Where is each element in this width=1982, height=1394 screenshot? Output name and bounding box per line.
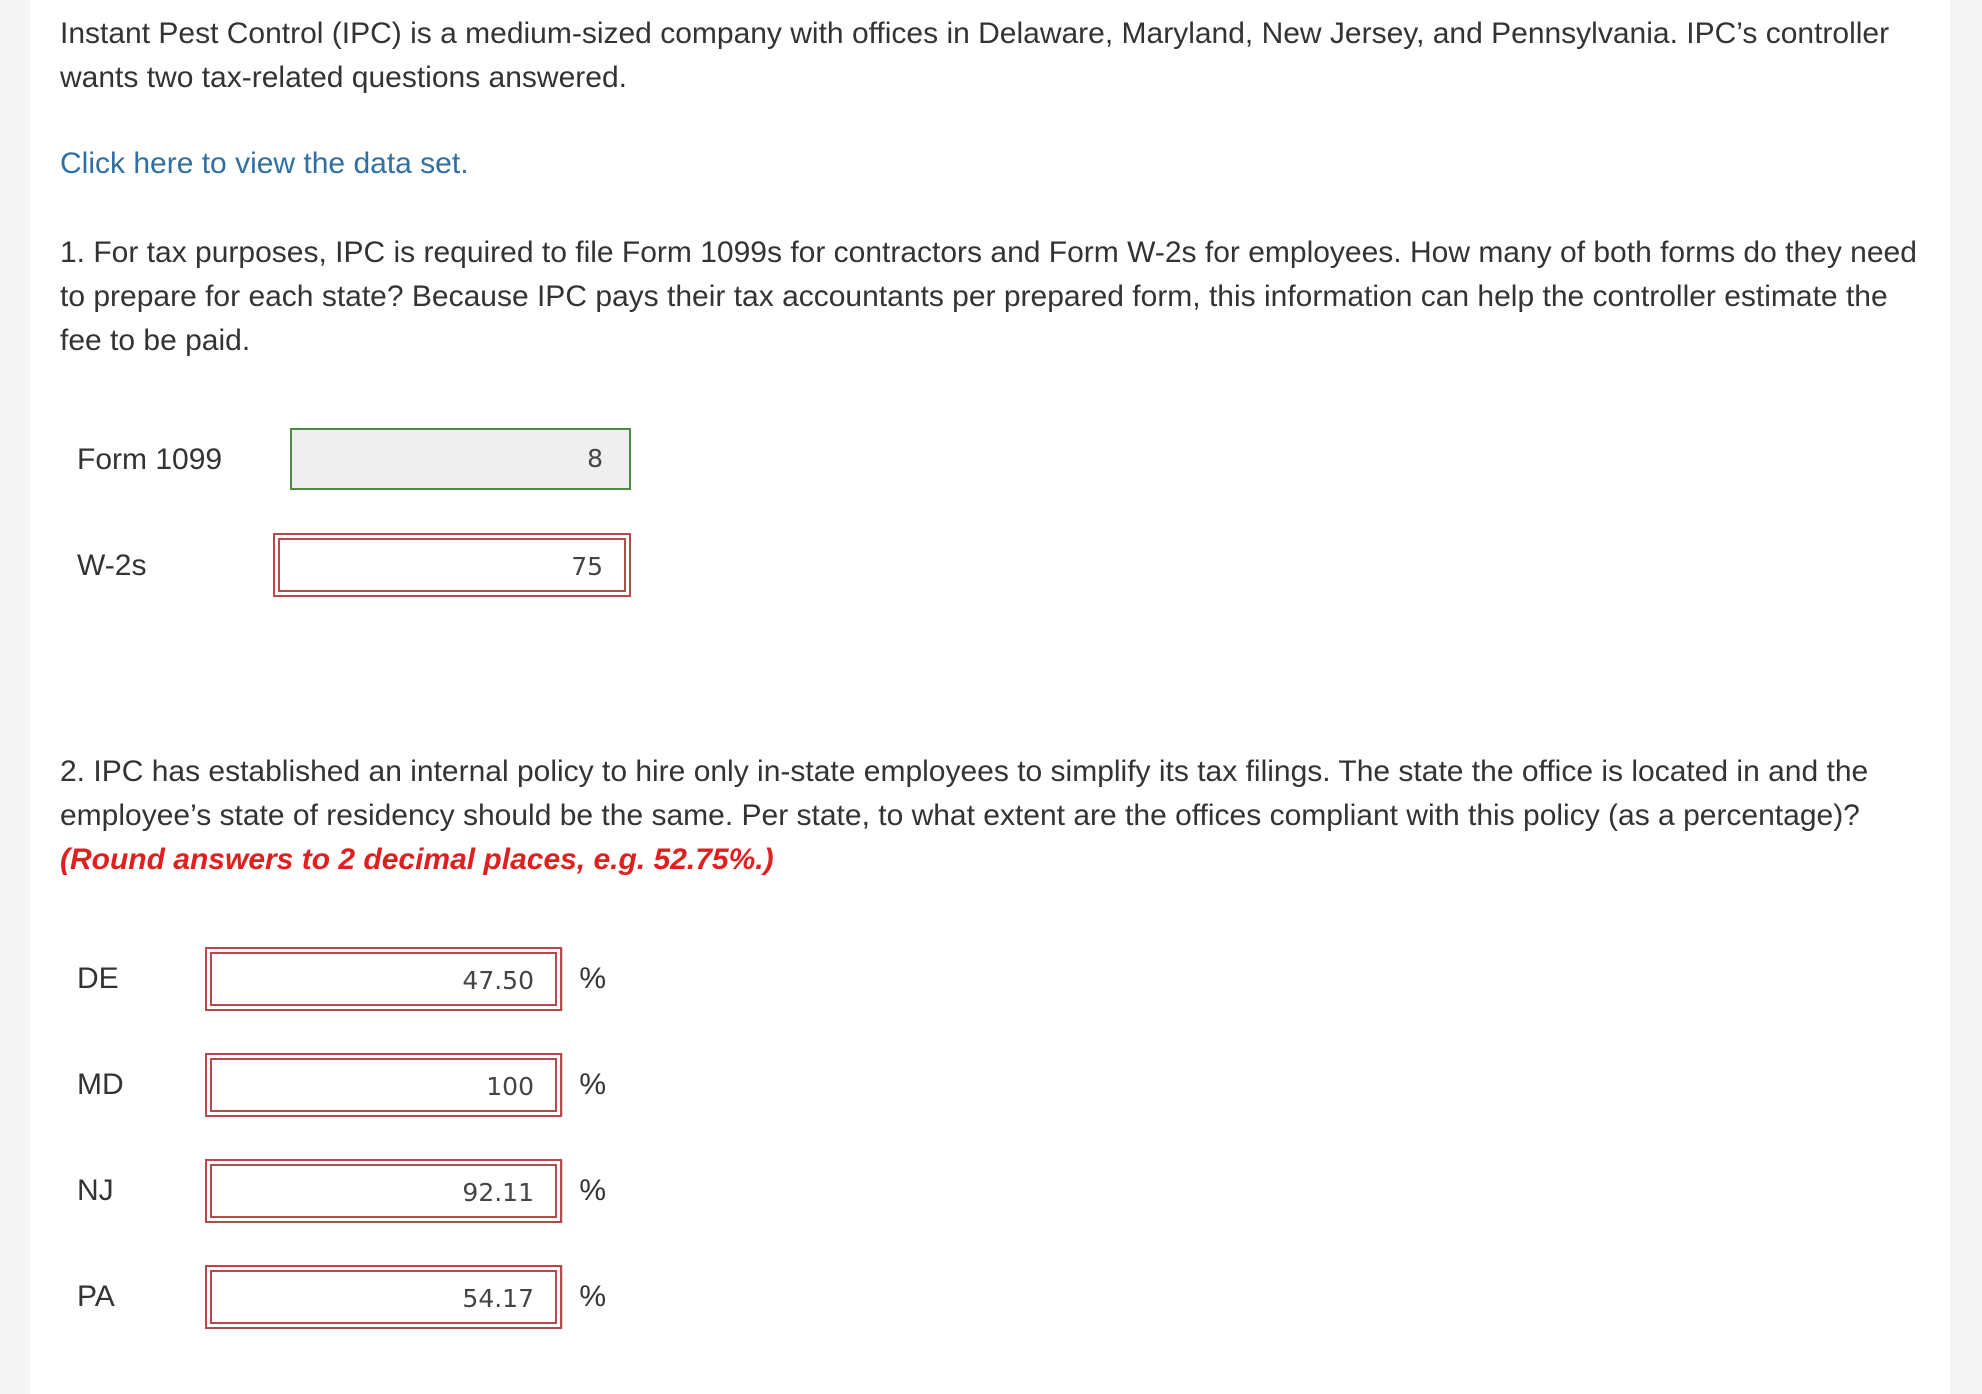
de-label: DE [77,962,119,995]
de-percent-unit: % [562,947,606,1011]
nj-percent-unit: % [562,1159,606,1223]
w2s-input[interactable] [273,533,631,597]
md-value: 100 [486,1072,534,1101]
nj-value: 92.11 [462,1178,534,1207]
form-1099-label: Form 1099 [77,443,223,476]
dataset-link-paragraph [60,142,1930,186]
question-2-text [60,750,1930,882]
md-label: MD [77,1068,124,1101]
rounding-hint: (Round answers to 2 decimal places, e.g. 52.75%.) [60,843,774,876]
w2s-label: W-2s [77,549,147,582]
pa-input[interactable] [205,1265,562,1329]
de-value: 47.50 [462,966,534,995]
w2s-value: 75 [571,552,603,581]
pa-percent-unit: % [562,1265,606,1329]
nj-input[interactable] [205,1159,562,1223]
question-1-text: 1. For tax purposes, IPC is required to file Form 1099s for contractors and Form W-2s for employees. How many of both forms do they need to prepare for each state? Because IPC pays their tax accountants per prepared form, this information can help the controller estimate the fee to be paid. [60,236,1917,357]
md-input[interactable] [205,1053,562,1117]
dataset-link[interactable]: Click here to view the data set. [60,147,469,180]
md-percent-unit: % [562,1053,606,1117]
pa-label: PA [77,1280,115,1313]
de-input[interactable] [205,947,562,1011]
pa-value: 54.17 [462,1284,534,1313]
nj-label: NJ [77,1174,114,1207]
form-1099-value: 8 [587,444,603,473]
intro-text: Instant Pest Control (IPC) is a medium-sized company with offices in Delaware, Maryland, New Jersey, and Pennsylvania. IPC’s controller wants two tax-related questions answered. [60,17,1890,94]
form-1099-input[interactable] [290,428,631,490]
question-2-body: 2. IPC has established an internal policy to hire only in-state employees to simplify its tax filings. The state the office is located in and the employee’s state of residency should be the same. Per state, to what extent are the offices compliant with this policy (as a percentage)? [60,755,1869,832]
